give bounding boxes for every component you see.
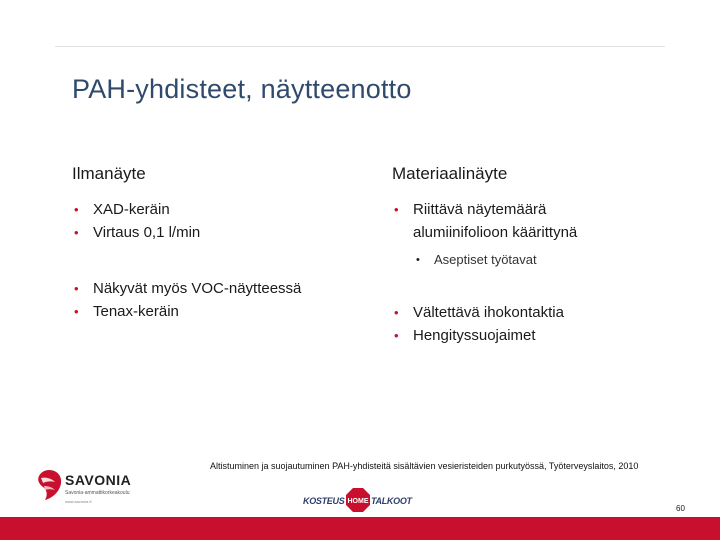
right-bullet-list-2 — [392, 301, 692, 347]
kosteus-logo-right: TALKOOT — [371, 496, 412, 506]
bullet-icon: • — [394, 328, 399, 343]
right-sub-bullet-list — [414, 250, 692, 270]
left-column — [72, 164, 372, 323]
list-item: • Aseptiset työtavat — [414, 250, 692, 270]
bullet-icon: • — [74, 202, 79, 217]
savonia-emblem-icon — [35, 468, 63, 502]
left-bullet-list-2 — [72, 277, 372, 323]
list-item: • Hengityssuojaimet — [392, 324, 692, 347]
savonia-logo — [35, 466, 175, 510]
stop-sign-text: HOME — [347, 498, 369, 505]
kosteus-logo-left: KOSTEUS — [303, 496, 345, 506]
bullet-icon: • — [74, 225, 79, 240]
list-item: • Vältettävä ihokontaktia — [392, 301, 692, 324]
list-item: • Näkyvät myös VOC-näytteessä — [72, 277, 372, 300]
stop-sign-icon — [345, 487, 371, 513]
footer-bar — [0, 517, 720, 540]
bullet-icon: • — [74, 304, 79, 319]
savonia-name: SAVONIA — [65, 472, 132, 488]
savonia-url: www.savonia.fi — [65, 499, 92, 504]
left-column-heading: Ilmanäyte — [72, 164, 146, 183]
list-item: • Virtaus 0,1 l/min — [72, 221, 372, 244]
kosteus-home-talkoot-logo — [303, 487, 412, 515]
title-divider — [55, 46, 665, 47]
savonia-subtitle: Savonia-ammattikorkeakoulu — [65, 490, 130, 496]
right-column-heading: Materiaalinäyte — [392, 164, 508, 183]
left-bullet-list-1 — [72, 198, 372, 244]
citation-text: Altistuminen ja suojautuminen PAH-yhdisteitä sisältävien vesieristeiden purkutyössä, Työterveyslaitos, 2010 — [210, 461, 639, 471]
right-column — [392, 164, 692, 347]
page-number: 60 — [676, 504, 685, 513]
slide-title: PAH-yhdisteet, näytteenotto — [72, 74, 412, 104]
bullet-icon: • — [394, 305, 399, 320]
list-item: • XAD-keräin — [72, 198, 372, 221]
bullet-icon: • — [416, 254, 420, 266]
bullet-icon: • — [74, 281, 79, 296]
bullet-icon: • — [394, 202, 399, 217]
list-item: • Tenax-keräin — [72, 300, 372, 323]
right-bullet-list-1 — [392, 198, 692, 244]
list-item: • Riittävä näytemäärä alumiinifolioon käärittynä — [392, 198, 643, 244]
